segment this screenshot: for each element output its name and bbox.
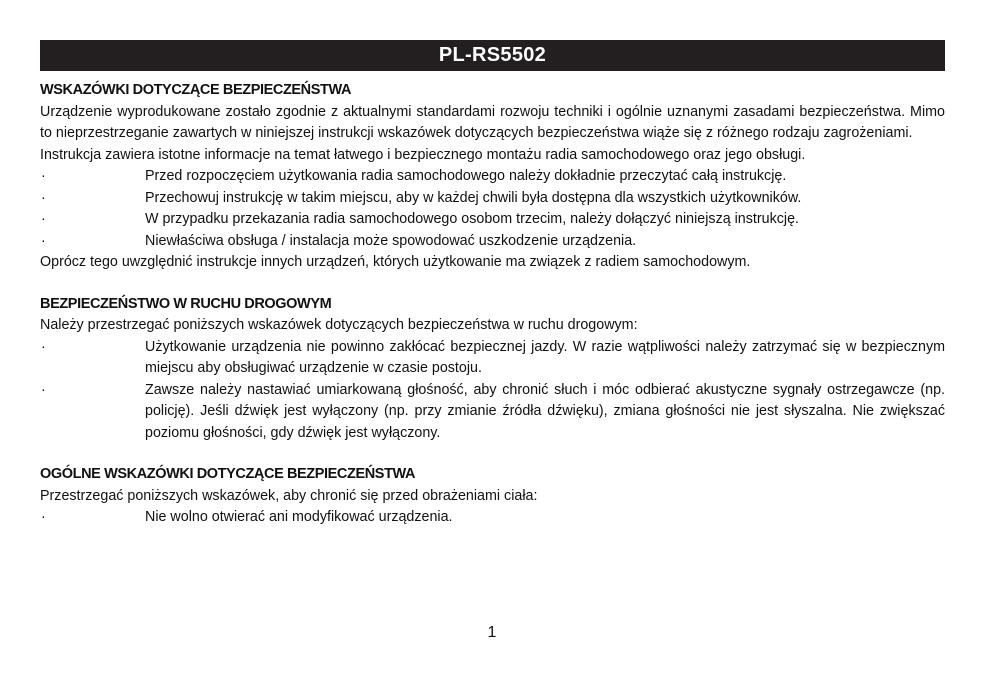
section-heading: OGÓLNE WSKAZÓWKI DOTYCZĄCE BEZPIECZEŃSTWA <box>40 466 416 482</box>
bullet-dot: · <box>41 338 46 355</box>
bullet-dot: · <box>41 189 46 206</box>
paragraph: Należy przestrzegać poniższych wskazówek dotyczących bezpieczeństwa w ruchu drogowym: <box>40 317 638 333</box>
paragraph: Oprócz tego uwzględnić instrukcje innych urządzeń, których użytkowanie ma związek z radiem samochodowym. <box>40 254 751 270</box>
section-heading: WSKAZÓWKI DOTYCZĄCE BEZPIECZEŃSTWA <box>40 82 352 98</box>
bullet-item <box>40 507 945 529</box>
document-body <box>40 80 945 529</box>
bullet-item <box>40 188 945 210</box>
bullet-text: Przed rozpoczęciem użytkowania radia samochodowego należy dokładnie przeczytać całą instrukcję. <box>145 168 787 184</box>
paragraph: Przestrzegać poniższych wskazówek, aby chronić się przed obrażeniami ciała: <box>40 487 538 504</box>
bullet-text: Nie wolno otwierać ani modyfikować urządzenia. <box>145 509 453 525</box>
paragraph: Instrukcja zawiera istotne informacje na temat łatwego i bezpiecznego montażu radia samochodowego oraz jego obsługi. <box>40 146 806 163</box>
section-heading: BEZPIECZEŃSTWO W RUCHU DROGOWYM <box>40 295 332 312</box>
bullet-text: Niewłaściwa obsługa / instalacja może spowodować uszkodzenie urządzenia. <box>145 232 637 249</box>
model-title: PL-RS5502 <box>438 44 547 66</box>
bullet-dot: · <box>41 232 46 249</box>
bullet-item <box>40 380 945 445</box>
page-number: 1 <box>487 624 497 641</box>
bullet-text: Przechowuj instrukcję w takim miejscu, aby w każdej chwili była dostępna dla wszystkich użytkowników. <box>145 189 802 206</box>
paragraph: Urządzenie wyprodukowane zostało zgodnie z aktualnymi standardami rozwoju techniki i ogólnie uznanymi zasadami bezpieczeństwa. Mimo to nieprzestrzeganie zawartych w niniejszej instrukcji wskazówek dotyczących bezpieczeństwa wiąże się z różnego rodzaju zagrożeniami. <box>40 103 945 141</box>
bullet-dot: · <box>41 211 46 227</box>
bullet-dot: · <box>41 381 46 398</box>
document-header <box>40 40 945 71</box>
section-road-safety <box>40 294 945 445</box>
bullet-item <box>40 166 945 188</box>
section-safety-notes <box>40 80 945 274</box>
bullet-text: W przypadku przekazania radia samochodowego osobom trzecim, należy dołączyć niniejszą instrukcję. <box>145 211 799 227</box>
bullet-dot: · <box>41 168 46 184</box>
section-general-safety <box>40 464 945 529</box>
bullet-item <box>40 337 945 380</box>
bullet-item <box>40 231 945 253</box>
bullet-item <box>40 209 945 231</box>
bullet-text: Zawsze należy nastawiać umiarkowaną głośność, aby chronić słuch i móc odbierać akustyczne sygnały ostrzegawcze (np. policję). Jeśli dźwięk jest wyłączony (np. przy zmianie źródła dźwięku), zmiana głośności nie jest słyszalna. Nie zwiększać poziomu głośności, gdy dźwięk jest wyłączony. <box>145 381 945 441</box>
bullet-text: Użytkowanie urządzenia nie powinno zakłócać bezpiecznej jazdy. W razie wątpliwości należy zatrzymać się w bezpiecznym miejscu aby obsługiwać urządzenie w czasie postoju. <box>145 338 945 376</box>
bullet-dot: · <box>41 509 46 525</box>
